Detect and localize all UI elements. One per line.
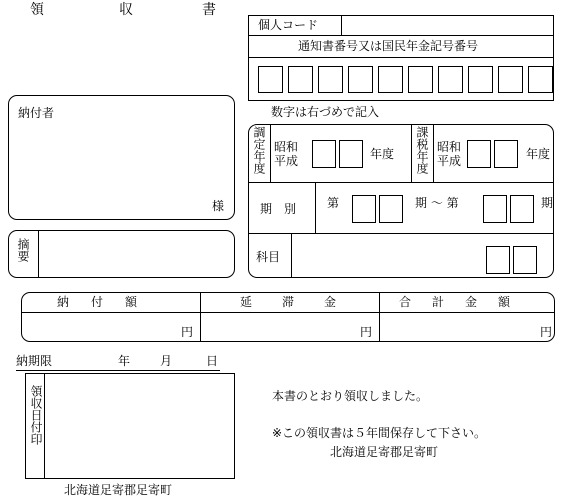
- kazei-nendo-label: 課税年度: [415, 126, 429, 174]
- entaikin-label: 延滞金: [240, 295, 367, 309]
- goukei-kingaku-label: 合計金額: [399, 295, 532, 309]
- subject-digit-cell[interactable]: [486, 246, 510, 274]
- retention-message: ※この領収書は５年間保存して下さい。: [272, 426, 487, 440]
- digit-cell[interactable]: [378, 66, 403, 93]
- summary-box: [8, 230, 235, 278]
- received-message: 本書のとおり領収しました。: [272, 389, 429, 403]
- period-range-label: 期 ～ 第: [415, 196, 459, 210]
- digit-cell[interactable]: [318, 66, 343, 93]
- year-digit-cell[interactable]: [312, 140, 336, 168]
- notification-number-label: 通知書番号又は国民年金記号番号: [298, 39, 479, 53]
- period-ki-label: 期: [541, 196, 554, 210]
- yen-unit-3: 円: [540, 325, 553, 339]
- right-justify-note: 数字は右づめで記入: [271, 105, 380, 119]
- deadline-day-label: 日: [206, 354, 219, 368]
- digit-cell[interactable]: [408, 66, 433, 93]
- yen-unit-1: 円: [181, 325, 194, 339]
- receipt-stamp-box: [25, 373, 235, 479]
- period-digit-cell[interactable]: [510, 195, 534, 223]
- digit-cell[interactable]: [438, 66, 463, 93]
- era-right-label: 昭和平成: [437, 140, 462, 168]
- subject-digit-cell[interactable]: [513, 246, 537, 274]
- digit-cell[interactable]: [288, 66, 313, 93]
- year-digit-cell[interactable]: [494, 140, 518, 168]
- issuer-bottom: 北海道足寄郡足寄町: [64, 483, 173, 497]
- yen-unit-2: 円: [360, 325, 373, 339]
- deadline-year-label: 年: [118, 354, 131, 368]
- digit-cell[interactable]: [258, 66, 283, 93]
- payer-label: 納付者: [18, 106, 55, 120]
- digit-cell[interactable]: [498, 66, 523, 93]
- noufu-gaku-label: 納付額: [57, 295, 160, 309]
- subject-label: 科目: [256, 250, 281, 264]
- chotei-nendo-label: 調定年度: [252, 126, 266, 174]
- deadline-label: 納期限: [16, 354, 53, 368]
- digit-cell[interactable]: [528, 66, 553, 93]
- period-label: 期別: [260, 202, 309, 216]
- digit-cell[interactable]: [468, 66, 493, 93]
- receipt-stamp-label: 領収日付印: [29, 385, 43, 445]
- summary-label: 摘要: [16, 238, 30, 262]
- year-digit-cell[interactable]: [339, 140, 363, 168]
- title-char-1: 領: [30, 2, 44, 18]
- nendo-right-label: 年度: [526, 147, 551, 161]
- title-char-2: 収: [119, 2, 133, 18]
- digit-cell[interactable]: [348, 66, 373, 93]
- personal-code-label: 個人コード: [258, 18, 319, 32]
- era-left-label: 昭和平成: [274, 140, 299, 168]
- year-digit-cell[interactable]: [467, 140, 491, 168]
- deadline-month-label: 月: [160, 354, 173, 368]
- title-char-3: 書: [202, 2, 216, 18]
- period-digit-cell[interactable]: [379, 195, 403, 223]
- nendo-left-label: 年度: [370, 147, 395, 161]
- period-dai-label: 第: [327, 196, 340, 210]
- period-digit-cell[interactable]: [352, 195, 376, 223]
- payer-suffix: 様: [212, 199, 225, 213]
- period-digit-cell[interactable]: [483, 195, 507, 223]
- issuer-right: 北海道足寄郡足寄町: [330, 445, 439, 459]
